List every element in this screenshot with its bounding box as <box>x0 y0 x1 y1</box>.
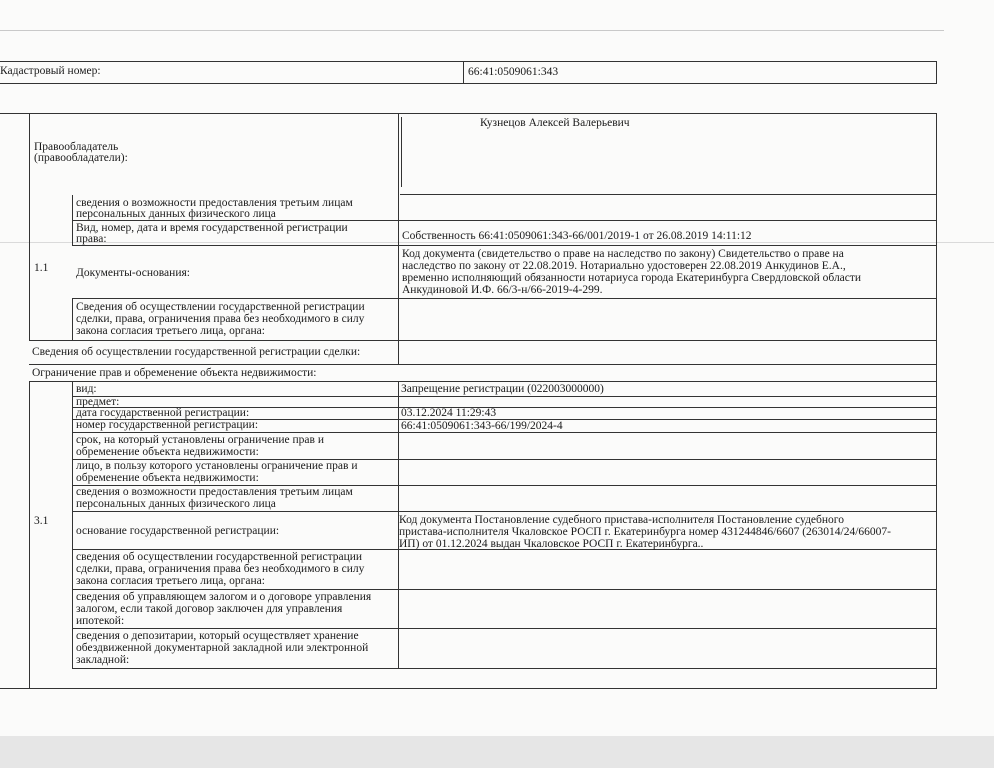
subject-label: предмет: <box>76 396 120 408</box>
owner-label-line-1: Правообладатель <box>34 141 119 153</box>
owner-label-line-2: (правообладатели): <box>34 152 128 164</box>
grounds-value-line-1: Код документа Постановление судебного пристава-исполнителя Постановление судебного <box>399 514 844 526</box>
grounds-label: основание государственной регистрации: <box>76 525 280 537</box>
right-type-label-line-2: права: <box>76 233 107 245</box>
encumbrance-heading: Ограничение прав и обременение объекта недвижимости: <box>32 367 317 379</box>
privacy3-label-line-1: сведения о возможности предоставления третьим лицам <box>76 486 353 498</box>
pledge-label-line-2: залогом, если такой договор заключен для управления <box>76 603 343 615</box>
pledge-label-line-3: ипотекой: <box>76 615 125 627</box>
cadastral-value: 66:41:0509061:343 <box>468 66 559 78</box>
scan-background-strip <box>0 736 994 768</box>
pledge-label-line-1: сведения об управляющем залогом и о договоре управления <box>76 591 372 603</box>
term-label-line-2: обременение объекта недвижимости: <box>76 446 259 458</box>
grounds-value-line-2: пристава-исполнителя Чкаловское РОСП г. Екатеринбурга номер 431244846/6607 (263014/24/66007- <box>399 526 892 538</box>
reg-date-value: 03.12.2024 11:29:43 <box>401 407 497 419</box>
encumbrance-type-label: вид: <box>76 383 97 395</box>
section-number-1-1: 1.1 <box>34 262 49 274</box>
consent-label-line-3: закона согласия третьего лица, органа: <box>76 325 265 337</box>
depository-label-line-2: обездвиженной документарной закладной или электронной <box>76 642 369 654</box>
reg-number-value: 66:41:0509061:343-66/199/2024-4 <box>401 420 563 432</box>
term-label-line-1: срок, на который установлены ограничение прав и <box>76 434 324 446</box>
consent-label-line-1: Сведения об осуществлении государственной регистрации <box>76 301 365 313</box>
beneficiary-label-line-2: обременение объекта недвижимости: <box>76 472 259 484</box>
basis-label: Документы-основания: <box>76 267 190 279</box>
basis-value-line-3: временно исполняющий обязанности нотариуса города Екатеринбурга Свердловской области <box>402 272 862 284</box>
basis-value-line-1: Код документа (свидетельство о праве на наследство по закону) Свидетельство о праве на <box>402 248 844 260</box>
consent-label-line-2: сделки, права, ограничения права без необходимого в силу <box>76 313 365 325</box>
cadastral-label: Кадастровый номер: <box>0 65 101 77</box>
basis-value-line-2: наследство по закону от 22.08.2019. Нотариально удостоверен 22.08.2019 Анкудинов Е.А., <box>402 260 846 272</box>
owner-name: Кузнецов Алексей Валерьевич <box>480 117 630 129</box>
grounds-value-line-3: ИП) от 01.12.2024 выдан Чкаловское РОСП г. Екатеринбурга.. <box>399 538 704 550</box>
page-top-rule <box>0 30 944 31</box>
deal-registration-label: Сведения об осуществлении государственной регистрации сделки: <box>32 346 361 358</box>
privacy-label-line-2: персональных данных физического лица <box>76 208 276 220</box>
privacy3-label-line-2: персональных данных физического лица <box>76 498 276 510</box>
depository-label-line-3: закладной: <box>76 654 130 666</box>
encumbrance-type-value: Запрещение регистрации (022003000000) <box>401 383 604 395</box>
consent3-label-line-1: сведения об осуществлении государственной регистрации <box>76 551 363 563</box>
reg-date-label: дата государственной регистрации: <box>76 407 250 419</box>
scan-fold-line <box>0 242 994 243</box>
right-type-value: Собственность 66:41:0509061:343-66/001/2019-1 от 26.08.2019 14:11:12 <box>402 230 752 242</box>
beneficiary-label-line-1: лицо, в пользу которого установлены ограничение прав и <box>76 460 358 472</box>
reg-number-label: номер государственной регистрации: <box>76 419 259 431</box>
right-type-label-line-1: Вид, номер, дата и время государственной регистрации <box>76 222 348 234</box>
basis-value-line-4: Анкудиновой И.Ф. 66/3-н/66-2019-4-299. <box>402 284 603 296</box>
depository-label-line-1: сведения о депозитарии, который осуществляет хранение <box>76 630 359 642</box>
section-number-3-1: 3.1 <box>34 515 49 527</box>
privacy-label-line-1: сведения о возможности предоставления третьим лицам <box>76 197 353 209</box>
consent3-label-line-3: закона согласия третьего лица, органа: <box>76 575 265 587</box>
consent3-label-line-2: сделки, права, ограничения права без необходимого в силу <box>76 563 365 575</box>
